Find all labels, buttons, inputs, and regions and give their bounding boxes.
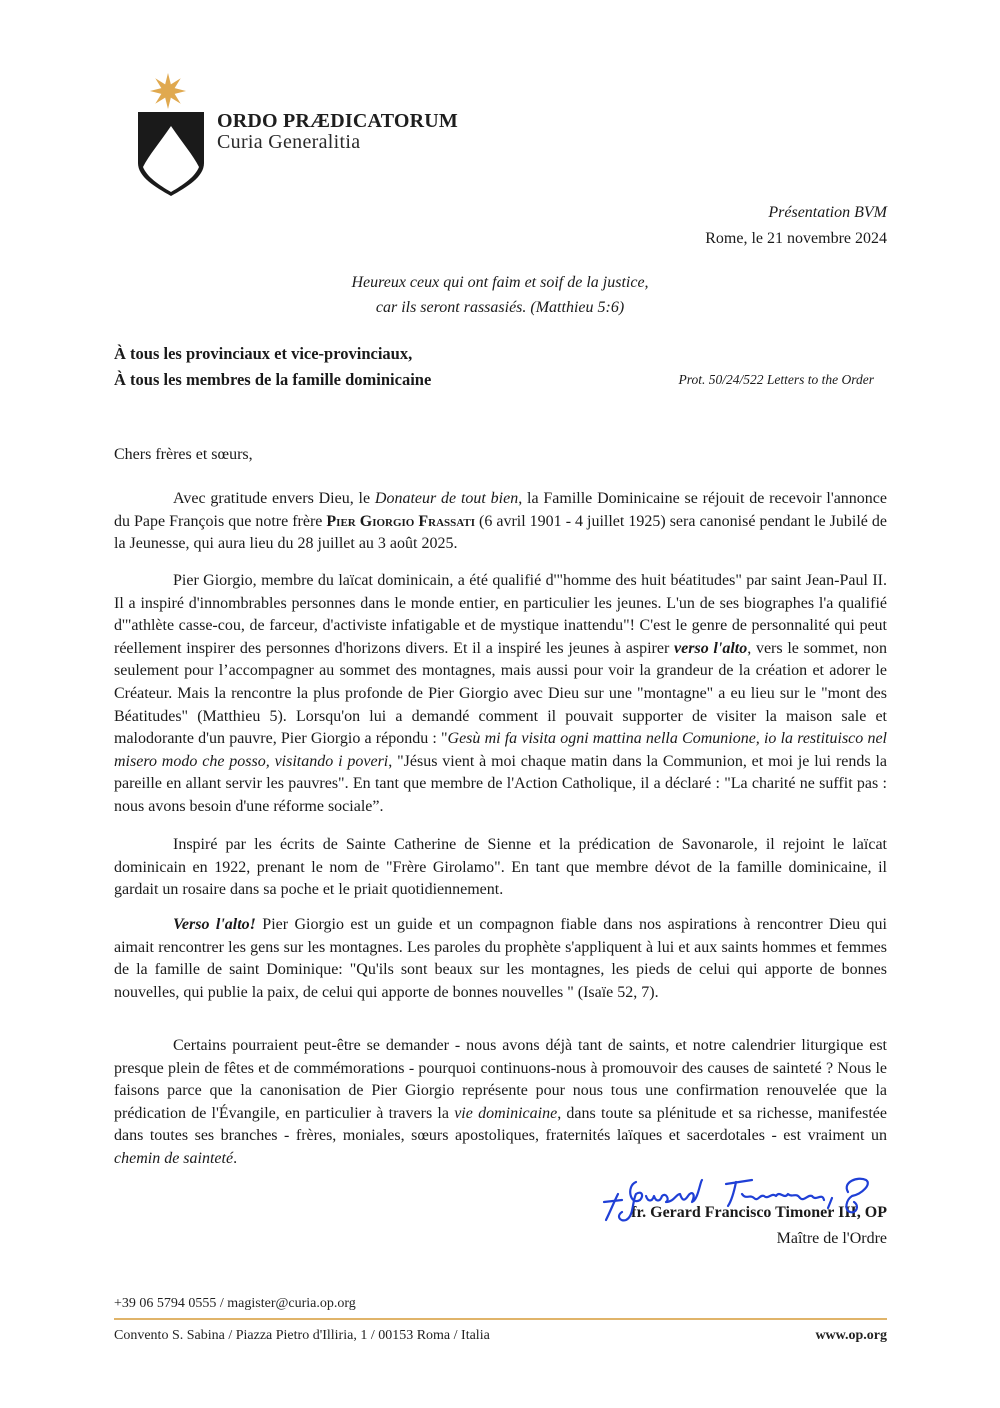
salutation: Chers frères et sœurs, bbox=[114, 446, 253, 463]
paragraph-1 bbox=[114, 488, 887, 556]
paragraph-2 bbox=[114, 570, 887, 819]
text-run: , dans toute sa plénitude et sa richesse, manifestée dans toutes ses branches - frères, moniales, sœurs apostoliques, fraternités laïques et sacerdotales - est vraiment un bbox=[114, 1104, 887, 1145]
text-run: Pier Giorgio, membre du laïcat dominicain, a été qualifié d'"homme des huit béatitudes" par saint Jean-Paul II. Il a inspiré d'innombrables personnes dans le monde entier, en particulier les jeunes. L'un de ses biographes l'a qualifié d'"athlète casse-cou, de farceur, d'activiste infatigable et de mystique inattendu"! C'est le genre de personnalité qui peut réellement inspirer des personnes d'horizons divers. Et il a inspiré les jeunes à aspirer bbox=[114, 572, 887, 657]
italian-quote: Gesù mi fa visita ogni mattina nella Comunione, io la restituisco nel misero modo che posso, visitando i poveri bbox=[114, 730, 887, 770]
saint-name: Pier Giorgio Frassati bbox=[326, 512, 476, 530]
text-run: Avec gratitude envers Dieu, le bbox=[173, 490, 375, 507]
addressees bbox=[114, 341, 431, 393]
signatory-title: Maître de l'Ordre bbox=[776, 1230, 887, 1247]
addressee-line: À tous les membres de la famille dominicaine bbox=[114, 370, 432, 389]
paragraph-4 bbox=[114, 914, 887, 1004]
feast-day: Présentation BVM bbox=[768, 204, 887, 221]
org-subtitle: Curia Generalitia bbox=[217, 131, 361, 153]
footer-contact: +39 06 5794 0555 / magister@curia.op.org bbox=[114, 1296, 356, 1311]
dominican-shield-icon bbox=[137, 111, 205, 197]
handwritten-signature-icon bbox=[596, 1172, 880, 1222]
text-run: (6 avril 1901 - 4 juillet 1925) sera canonisé pendant le Jubilé de la Jeunesse, qui aura lieu du 28 juillet au 3 août 2025. bbox=[114, 512, 887, 553]
paragraph-5 bbox=[114, 1035, 887, 1171]
emphasis: Donateur de tout bien bbox=[374, 490, 519, 507]
text-run: Inspiré par les écrits de Sainte Catherine de Sienne et la prédication de Savonarole, il rejoint le laïcat dominicain en 1922, prenant le nom de "Frère Girolamo". En tant que membre dévot de la famille dominicaine, il gardait un rosaire dans sa poche et le priait quotidiennement. bbox=[114, 836, 887, 899]
text-run: , "Jésus vient à moi chaque matin dans la Communion, et moi je lui rends la pareille en allant servir les pauvres". En tant que membre de l'Action Catholique, il a déclaré : "La charité ne suffit pas : nous avons besoin d'une réforme sociale”. bbox=[114, 752, 888, 815]
place-date: Rome, le 21 novembre 2024 bbox=[705, 230, 887, 247]
emphasis: vie dominicaine bbox=[454, 1104, 558, 1122]
addressee-line: À tous les provinciaux et vice-provinciaux, bbox=[114, 344, 413, 363]
org-name: ORDO PRÆDICATORUM bbox=[217, 110, 458, 132]
emphasis: verso l'alto bbox=[674, 639, 748, 657]
text-run: . bbox=[233, 1149, 238, 1167]
emphasis: chemin de sainteté bbox=[114, 1149, 234, 1167]
date-block bbox=[705, 200, 887, 252]
footer-website-link[interactable]: www.op.org bbox=[815, 1328, 887, 1343]
text-run: , la Famille Dominicaine se réjouit de recevoir l'annonce du Pape François que notre frère bbox=[114, 490, 888, 530]
eight-point-star-icon bbox=[149, 72, 187, 110]
epigraph bbox=[0, 270, 1000, 320]
protocol-number: Prot. 50/24/522 Letters to the Order bbox=[678, 372, 874, 387]
signatory-name: fr. Gerard Francisco Timoner III, OP bbox=[631, 1204, 887, 1221]
text-run: Pier Giorgio est un guide et un compagnon fiable dans nos aspirations à rencontrer Dieu qui aimait rencontrer les gens sur les montagnes. Les paroles du prophète s'appliquent à lui et aux saints hommes et femmes de la famille de saint Dominique: "Qu'ils sont beaux sur les montagnes, les pieds de celui qui apporte de bonnes nouvelles, qui publie la paix, de celui qui apporte de bonnes nouvelles " (Isaïe 52, 7). bbox=[114, 916, 888, 1001]
text-run: , vers le sommet, non seulement pour l’accompagner au sommet des montagnes, mais aussi pour voir la grandeur de la création et adorer le Créateur. Mais la rencontre la plus profonde de Pier Giorgio avec Dieu sur une "montagne" a eu lieu sur le "mont des Béatitudes" (Matthieu 5). Lorsqu'on lui a demandé comment il pouvait supporter de visiter la maison sale et malodorante d'un pauvre, Pier Giorgio a répondu : " bbox=[114, 639, 888, 748]
text-run: Certains pourraient peut-être se demander - nous avons déjà tant de saints, et notre calendrier liturgique est presque plein de fêtes et de commémorations - pourquoi continuons-nous à promouvoir des causes de sainteté ? Nous le faisons parce que la canonisation de Pier Giorgio représente pour nous tous une confirmation renouvelée que la prédication de l'Évangile, en particulier à travers la bbox=[114, 1037, 887, 1122]
footer-divider bbox=[114, 1318, 887, 1320]
footer-address: Convento S. Sabina / Piazza Pietro d'Illiria, 1 / 00153 Roma / Italia bbox=[114, 1328, 490, 1343]
epigraph-line: Heureux ceux qui ont faim et soif de la justice, bbox=[351, 274, 649, 291]
paragraph-3 bbox=[114, 834, 887, 902]
emphasis: Verso l'alto! bbox=[173, 916, 256, 933]
epigraph-line: car ils seront rassasiés. (Matthieu 5:6) bbox=[375, 299, 625, 316]
